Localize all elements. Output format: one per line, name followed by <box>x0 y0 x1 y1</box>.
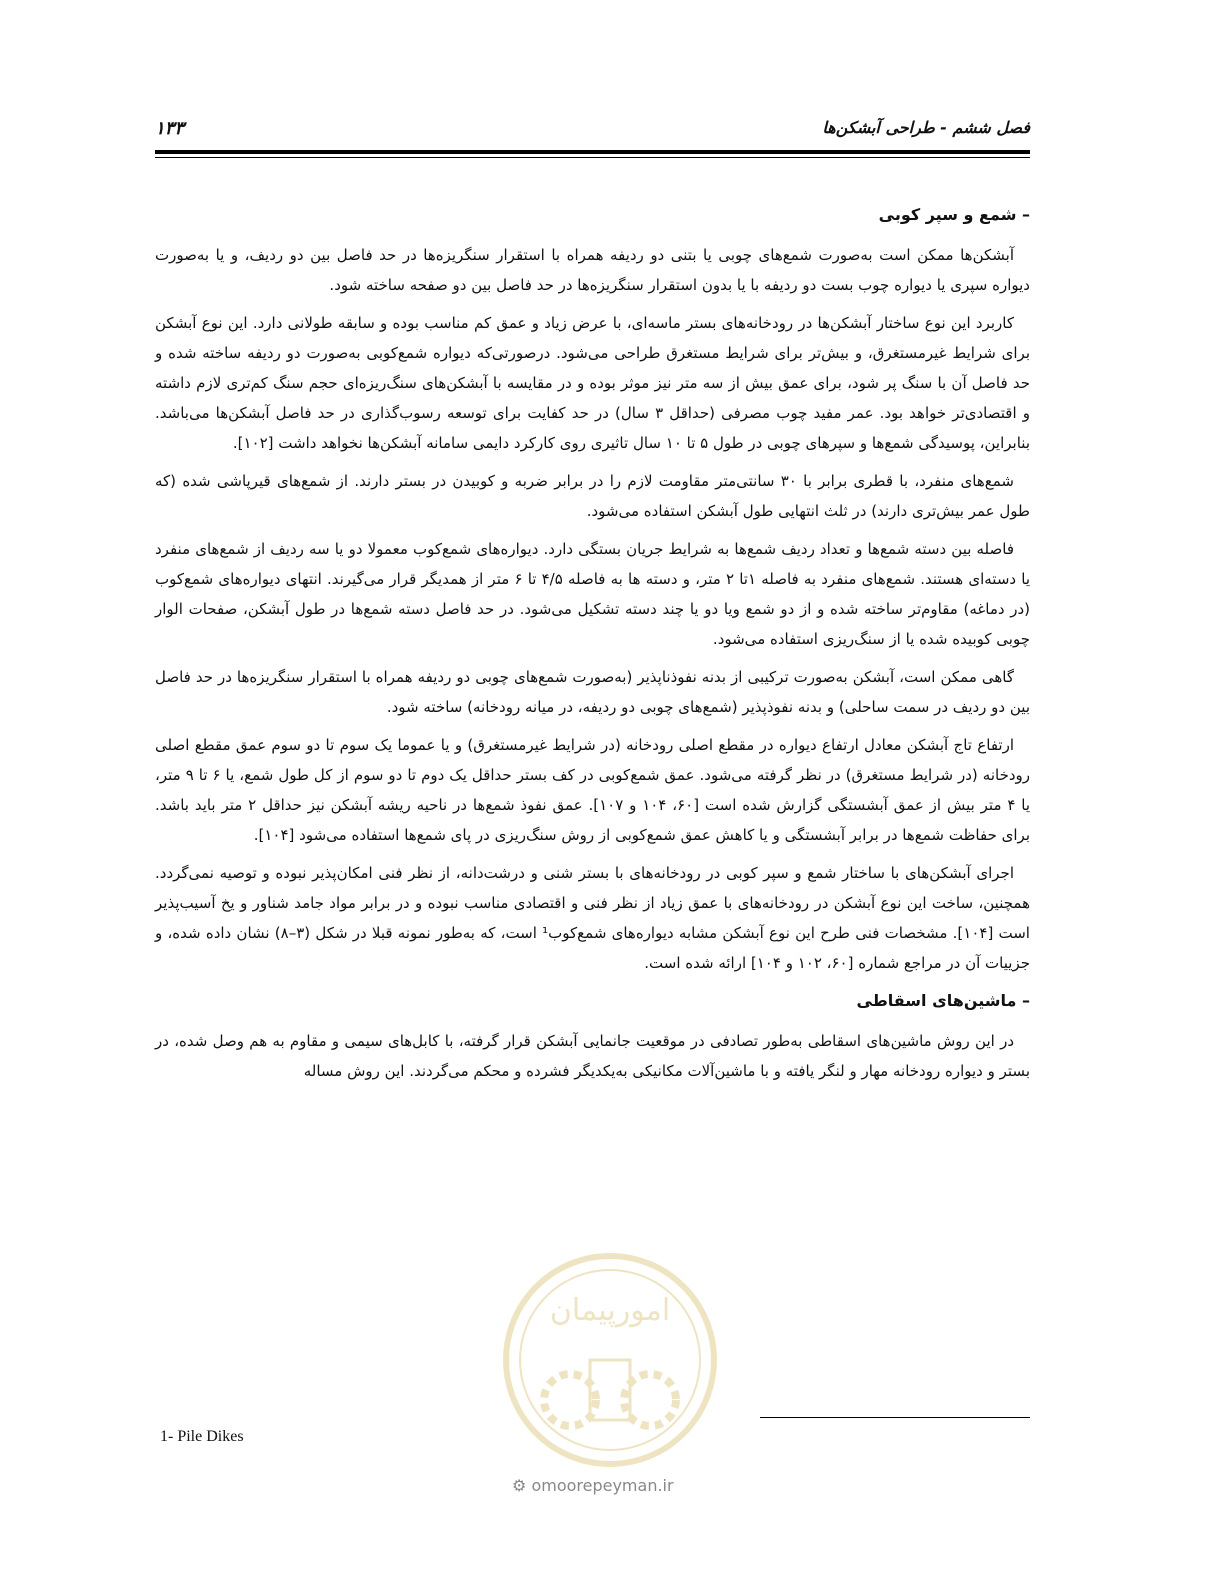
paragraph: گاهی ممکن است، آبشکن به‌صورت ترکیبی از بدنه نفوذناپذیر (به‌صورت شمع‌های چوبی دو ردیفه همراه با استقرار سنگریزه‌ها در حد فاصل بین دو ردیف در سمت ساحلی) و بدنه نفوذپذیر (شمع‌های چوبی دو ردیفه، در میانه رودخانه) ساخته شود. <box>155 668 1030 716</box>
paragraph: شمع‌های منفرد، با قطری برابر با ۳۰ سانتی‌متر مقاومت لازم را در برابر ضربه و کوبیدن در بستر دارند. از شمع‌های قیرپاشی شده (که طول عمر بیش‌تری دارند) در ثلث انتهایی طول آبشکن استفاده می‌شود. <box>155 472 1030 520</box>
watermark-url: ⚙ omoorepeyman.ir <box>512 1476 674 1495</box>
header-rule-thin <box>155 157 1030 158</box>
paragraph: در این روش ماشین‌های اسقاطی به‌طور تصادفی در موقعیت جانمایی آبشکن قرار گرفته، با کابل‌های سیمی و مقاوم به هم وصل شده، در بستر و دیواره رودخانه مهار و لنگر یافته و با ماشین‌آلات مکانیکی به‌یکدیگر فشرده و محکم می‌گردند. این روش مساله <box>155 1032 1030 1080</box>
footnote-rule <box>760 1417 1030 1418</box>
footnote: 1- Pile Dikes <box>160 1428 244 1445</box>
paragraph: آبشکن‌ها ممکن است به‌صورت شمع‌های چوبی یا بتنی دو ردیفه همراه با استقرار سنگریزه‌ها در حد فاصل بین دو ردیف، و یا به‌صورت دیواره سپری یا دیواره چوب بست دو ردیفه با یا بدون استقرار سنگریزه‌ها در حد فاصل بین دو صفحه ساخته شود. <box>155 246 1030 294</box>
paragraph: ارتفاع تاج آبشکن معادل ارتفاع دیواره در مقطع اصلی رودخانه (در شرایط غیرمستغرق) و یا عموما یک سوم تا دو سوم عمق مقطع اصلی رودخانه (در شرایط مستغرق) در نظر گرفته می‌شود. عمق شمع‌کوبی در کف بستر حداقل یک دوم تا دو سوم از کل طول شمع، یا ۶ تا ۹ متر، یا ۴ متر بیش از عمق آبشستگی گزارش شده است [۶۰، ۱۰۴ و ۱۰۷]. عمق نفوذ شمع‌ها در ناحیه ریشه آبشکن نیز حداقل ۲ متر باید باشد. برای حفاظت شمع‌ها در برابر آبشستگی و یا کاهش عمق شمع‌کوبی از روش سنگ‌ریزی در پای شمع‌ها استفاده می‌شود [۱۰۴]. <box>155 736 1031 844</box>
body-text <box>155 192 1030 1094</box>
paragraph: کاربرد این نوع ساختار آبشکن‌ها در رودخانه‌های بستر ماسه‌ای، با عرض زیاد و عمق کم مناسب بوده و سابقه طولانی دارد. این نوع آبشکن برای شرایط غیرمستغرق، و بیش‌تر برای شرایط مستغرق طراحی می‌شود. درصورتی‌که دیواره شمع‌کوبی به‌صورت دو ردیفه ساخته شده و حد فاصل آن با سنگ پر شود، برای عمق بیش از سه متر نیز موثر بوده و در مقایسه با آبشکن‌های سنگ‌ریزه‌ای حجم سنگ کم‌تری لازم داشته و اقتصادی‌تر خواهد بود. عمر مفید چوب مصرفی (حداقل ۳ سال) در حد کفایت برای توسعه رسوب‌گذاری در حد فاصل آبشکن‌ها می‌باشد. بنابراین، پوسیدگی شمع‌ها و سپرهای چوبی در طول ۵ تا ۱۰ سال تاثیری روی کارکرد دایمی سامانه آبشکن‌ها نخواهد داشت [۱۰۲]. <box>155 314 1030 452</box>
header-rule-thick <box>155 150 1030 154</box>
watermark-url-text: omoorepeyman.ir <box>531 1476 674 1495</box>
paragraph: اجرای آبشکن‌های با ساختار شمع و سپر کوبی در رودخانه‌های با بستر شنی و درشت‌دانه، از نظر فنی امکان‌پذیر نبوده و توصیه نمی‌گردد. همچنین، ساخت این نوع آبشکن در رودخانه‌های با عمق زیاد از نظر فنی و اقتصادی مناسب نبوده و در برابر مواد جامد شناور و یخ آسیب‌پذیر است [۱۰۴]. مشخصات فنی طرح این نوع آبشکن مشابه دیواره‌های شمع‌کوب¹ است، که به‌طور نمونه قبلا در شکل (۳–۸) نشان داده شده، و جزییات آن در مراجع شماره [۶۰، ۱۰۲ و ۱۰۴] ارائه شده است. <box>155 864 1030 972</box>
watermark-logo-text: امورپیمان <box>549 1293 671 1328</box>
page-number: ۱۳۳ <box>155 118 185 139</box>
section-heading-pile-dikes: – شمع و سپر کوبی <box>878 205 1030 224</box>
watermark-logo-icon <box>500 1250 720 1470</box>
section-heading-scrap-cars: – ماشین‌های اسقاطی <box>856 991 1030 1010</box>
paragraph: فاصله بین دسته شمع‌ها و تعداد ردیف شمع‌ها به شرایط جریان بستگی دارد. دیواره‌های شمع‌کوب معمولا دو یا سه ردیف از شمع‌های منفرد یا دسته‌ای هستند. شمع‌های منفرد به فاصله ۱تا ۲ متر، و دسته ها به فاصله ۴/۵ تا ۶ متر از همدیگر قرار می‌گیرند. انتهای دیواره‌های شمع‌کوب (در دماغه) مقاوم‌تر ساخته شده و از دو شمع ویا دو یا چند دسته تشکیل می‌شود. در حد فاصل دسته شمع‌ها در طول آبشکن، صفحات الوار چوبی کوبیده شده یا از سنگ‌ریزی استفاده می‌شود. <box>155 540 1031 648</box>
chapter-title: فصل ششم - طراحی آبشکن‌ها <box>822 118 1030 137</box>
page-header <box>155 118 1030 148</box>
